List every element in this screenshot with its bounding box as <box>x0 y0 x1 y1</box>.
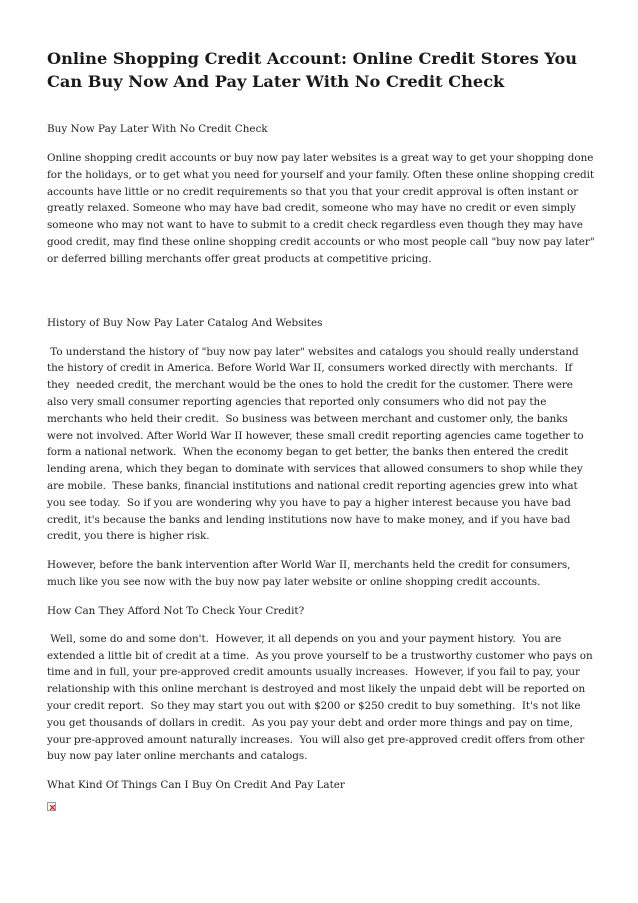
section-heading: Buy Now Pay Later With No Credit Check <box>47 123 268 135</box>
section-heading: History of Buy Now Pay Later Catalog And Websites <box>47 316 323 329</box>
section-heading: How Can They Afford Not To Check Your Credit? <box>47 604 305 617</box>
paragraph: Well, some do and some don't. However, it all depends on you and your payment history. You are extended a little bit of credit at a time. As you prove yourself to be a trustworthy customer who pays on time and in full, your pre-approved credit amounts usually increases. However, if you fail to pay, your relationship with this online merchant is destroyed and most likely the unpaid debt will be reported on your credit report. So they may start you out with $200 or $250 credit to buy something. It's not like you get thousands of dollars in credit. As you pay your debt and order more things and pay on time, your pre-approved amount naturally increases. You will also get pre-approved credit offers from other buy now pay later online merchants and catalogs. <box>47 632 596 763</box>
paragraph: However, before the bank intervention after World War II, merchants held the credit for consumers, much like you see now with the buy now pay later website or online shopping credit accounts. <box>47 559 571 588</box>
broken-image-icon <box>47 802 56 811</box>
paragraph: To understand the history of "buy now pay later" websites and catalogs you should really understand the history of credit in America. Before World War II, consumers worked directly with merchants. If they needed credit, the merchant would be the ones to hold the credit for the customer. There were also very small consumer reporting agencies that reported only consumers who did not pay the merchants who held their credit. So business was between merchant and customer only, the banks were not involved. After World War II however, these small credit reporting agencies came together to form a national network. When the economy began to get better, the banks then entered the credit lending arena, which they began to dominate with services that allowed consumers to shop while they are mobile. These banks, financial institutions and national credit reporting agencies grew into what you see today. So if you are wondering why you have to pay a higher interest because you have bad credit, it's because the banks and lending institutions now have to make money, and if you have bad credit, you there is higher risk. <box>47 345 587 543</box>
document-page <box>47 47 595 811</box>
paragraph: Online shopping credit accounts or buy now pay later websites is a great way to get your shopping done for the holidays, or to get what you need for yourself and your family. Often these online shopping credit accounts have little or no credit requirements so that you that your credit approval is often instant or greatly relaxed. Someone who may have bad credit, someone who may have no credit or even simply someone who may not want to have to submit to a credit check regardless even though they may have good credit, may find these online shopping credit accounts or who most people call "buy now pay later" or deferred billing merchants offer great products at competitive pricing. <box>47 152 595 265</box>
section-heading: What Kind Of Things Can I Buy On Credit And Pay Later <box>47 779 345 792</box>
page-title: Online Shopping Credit Account: Online Credit Stores You Can Buy Now And Pay Later With No Credit Check <box>47 49 578 91</box>
